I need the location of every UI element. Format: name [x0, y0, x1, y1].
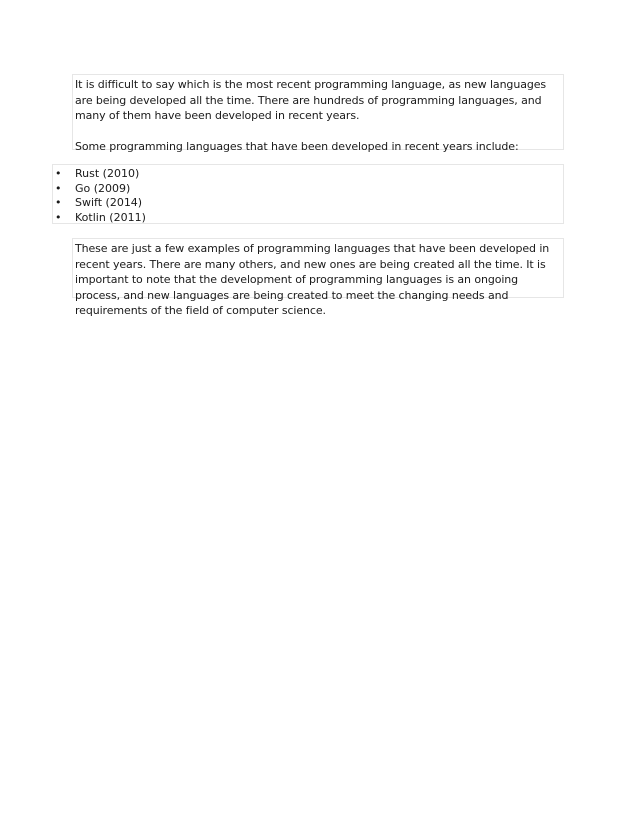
lead-in-paragraph: Some programming languages that have been developed in recent years include:: [75, 139, 519, 153]
intro-paragraph: It is difficult to say which is the most recent programming language, as new languages are being developed all the time. There are hundreds of programming languages, and many of them have been developed in recent years.: [75, 78, 547, 122]
list-item: [53, 196, 563, 211]
list-item: [53, 167, 563, 182]
intro-text-block: [72, 74, 564, 153]
bullet-icon: •: [55, 181, 62, 195]
list-item: [53, 211, 563, 226]
bullet-icon: •: [55, 167, 62, 180]
list-item-label: Go (2009): [75, 181, 131, 195]
list-item: [53, 182, 563, 197]
closing-text-block: [72, 238, 564, 317]
languages-list: [53, 167, 563, 225]
list-item-label: Rust (2010): [75, 167, 140, 180]
bullet-icon: •: [55, 196, 62, 209]
languages-list-block: [52, 164, 564, 224]
bullet-icon: •: [55, 210, 62, 224]
list-item-label: Kotlin (2011): [75, 210, 146, 224]
closing-paragraph: These are just a few examples of programming languages that have been developed in recent years. There are many others, and new ones are being created all the time. It is important to note that the development of programming languages is an ongoing process, and new languages are being created to meet the changing needs and requirements of the field of computer science.: [75, 242, 550, 317]
list-item-label: Swift (2014): [75, 196, 143, 209]
